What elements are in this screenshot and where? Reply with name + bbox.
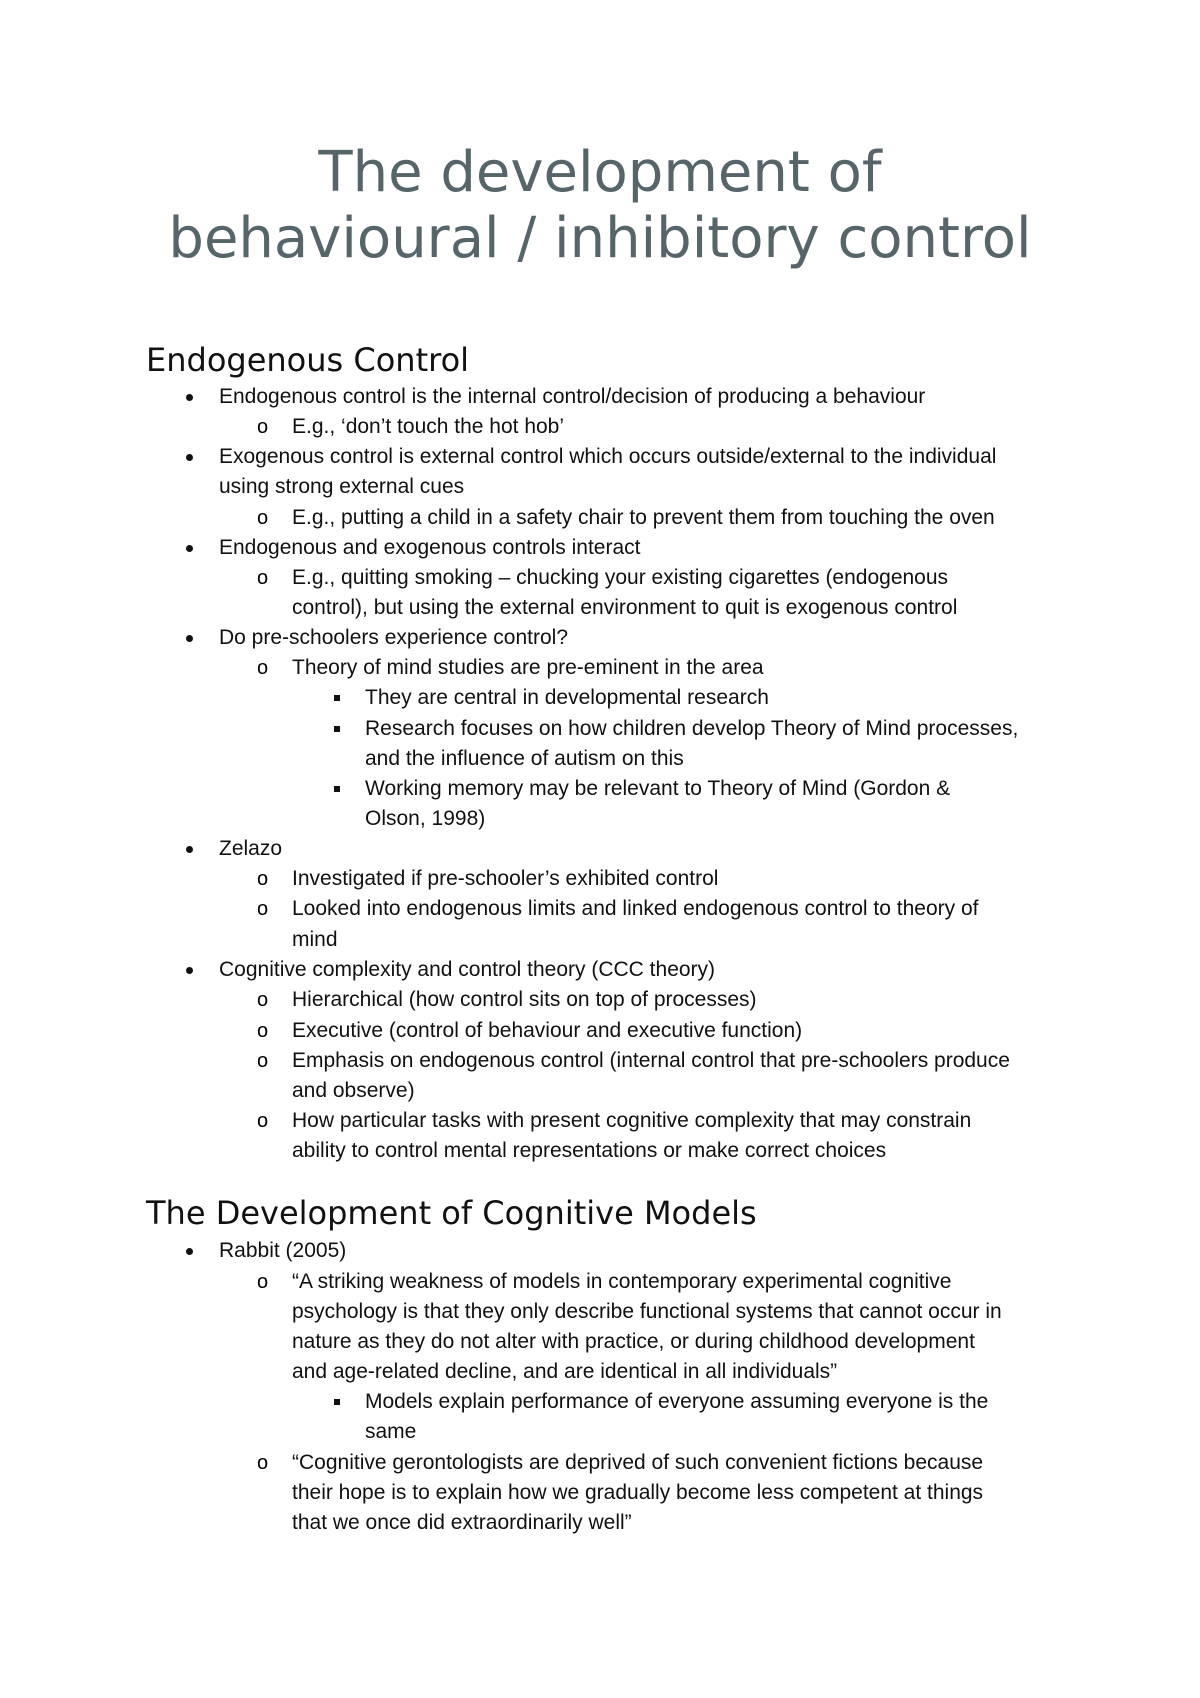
title-line-2: behavioural / inhibitory control [168, 206, 1032, 271]
bullet-circle: o [257, 898, 269, 920]
list-item-continuation: and observe) [292, 1079, 415, 1102]
bullet-circle: o [257, 1110, 269, 1132]
bullet-square [334, 786, 340, 792]
bullet-dot [186, 846, 193, 853]
bullet-dot [186, 1248, 193, 1255]
bullet-dot [186, 635, 193, 642]
bullet-circle: o [257, 416, 269, 438]
bullet-circle: o [257, 868, 269, 890]
list-item-continuation: Olson, 1998) [365, 807, 486, 830]
list-item: Theory of mind studies are pre-eminent in the area [292, 656, 764, 679]
bullet-dot [186, 454, 193, 461]
list-item: Research focuses on how children develop Theory of Mind processes, [365, 717, 1019, 740]
list-item: Do pre-schoolers experience control? [219, 626, 569, 649]
list-item: Investigated if pre-schooler’s exhibited control [292, 867, 719, 890]
list-item-continuation: control), but using the external environment to quit is exogenous control [292, 596, 958, 619]
list-item: Working memory may be relevant to Theory of Mind (Gordon & [365, 777, 951, 800]
list-item: They are central in developmental research [365, 686, 769, 709]
list-item: Looked into endogenous limits and linked endogenous control to theory of [292, 897, 979, 920]
list-item: Zelazo [219, 837, 283, 860]
bullet-dot [186, 545, 193, 552]
list-item-continuation: same [365, 1420, 417, 1443]
list-item: How particular tasks with present cognitive complexity that may constrain [292, 1109, 972, 1132]
bullet-dot [186, 394, 193, 401]
list-item: Exogenous control is external control which occurs outside/external to the individual [219, 445, 997, 468]
list-item: Endogenous control is the internal control/decision of producing a behaviour [219, 385, 926, 408]
list-item-continuation: psychology is that they only describe functional systems that cannot occur in [292, 1300, 1002, 1323]
bullet-circle: o [257, 567, 269, 589]
title-line-1: The development of [318, 140, 882, 205]
list-item: Endogenous and exogenous controls interact [219, 536, 641, 559]
list-item: Models explain performance of everyone assuming everyone is the [365, 1390, 989, 1413]
bullet-square [334, 695, 340, 701]
list-item-continuation: mind [292, 928, 338, 951]
bullet-circle: o [257, 657, 269, 679]
list-item: E.g., putting a child in a safety chair to prevent them from touching the oven [292, 506, 995, 529]
list-item: Rabbit (2005) [219, 1239, 347, 1262]
page-title [0, 140, 1200, 272]
bullet-circle: o [257, 1452, 269, 1474]
bullet-circle: o [257, 1271, 269, 1293]
list-item: Cognitive complexity and control theory (CCC theory) [219, 958, 716, 981]
list-item: “A striking weakness of models in contemporary experimental cognitive [292, 1270, 952, 1293]
bullet-circle: o [257, 989, 269, 1011]
section-heading-endogenous-control: Endogenous Control [146, 341, 470, 379]
bullet-circle: o [257, 1050, 269, 1072]
bullet-square [334, 1399, 340, 1405]
list-item: Hierarchical (how control sits on top of processes) [292, 988, 757, 1011]
list-item-continuation: and the influence of autism on this [365, 747, 684, 770]
list-item-continuation: their hope is to explain how we gradually become less competent at things [292, 1481, 984, 1504]
bullet-circle: o [257, 1020, 269, 1042]
list-item-continuation: using strong external cues [219, 475, 465, 498]
section-heading-cognitive-models: The Development of Cognitive Models [146, 1194, 757, 1232]
bullet-dot [186, 967, 193, 974]
list-item: E.g., quitting smoking – chucking your existing cigarettes (endogenous [292, 566, 949, 589]
list-item: Emphasis on endogenous control (internal control that pre-schoolers produce [292, 1049, 1010, 1072]
list-item-continuation: ability to control mental representations or make correct choices [292, 1139, 887, 1162]
list-item-continuation: and age-related decline, and are identical in all individuals” [292, 1360, 838, 1383]
list-item: Executive (control of behaviour and executive function) [292, 1019, 803, 1042]
bullet-square [334, 726, 340, 732]
bullet-circle: o [257, 507, 269, 529]
list-item-continuation: nature as they do not alter with practice, or during childhood development [292, 1330, 975, 1353]
list-item: E.g., ‘don’t touch the hot hob’ [292, 415, 565, 438]
list-item-continuation: that we once did extraordinarily well” [292, 1511, 632, 1534]
list-item: “Cognitive gerontologists are deprived of such convenient fictions because [292, 1451, 984, 1474]
